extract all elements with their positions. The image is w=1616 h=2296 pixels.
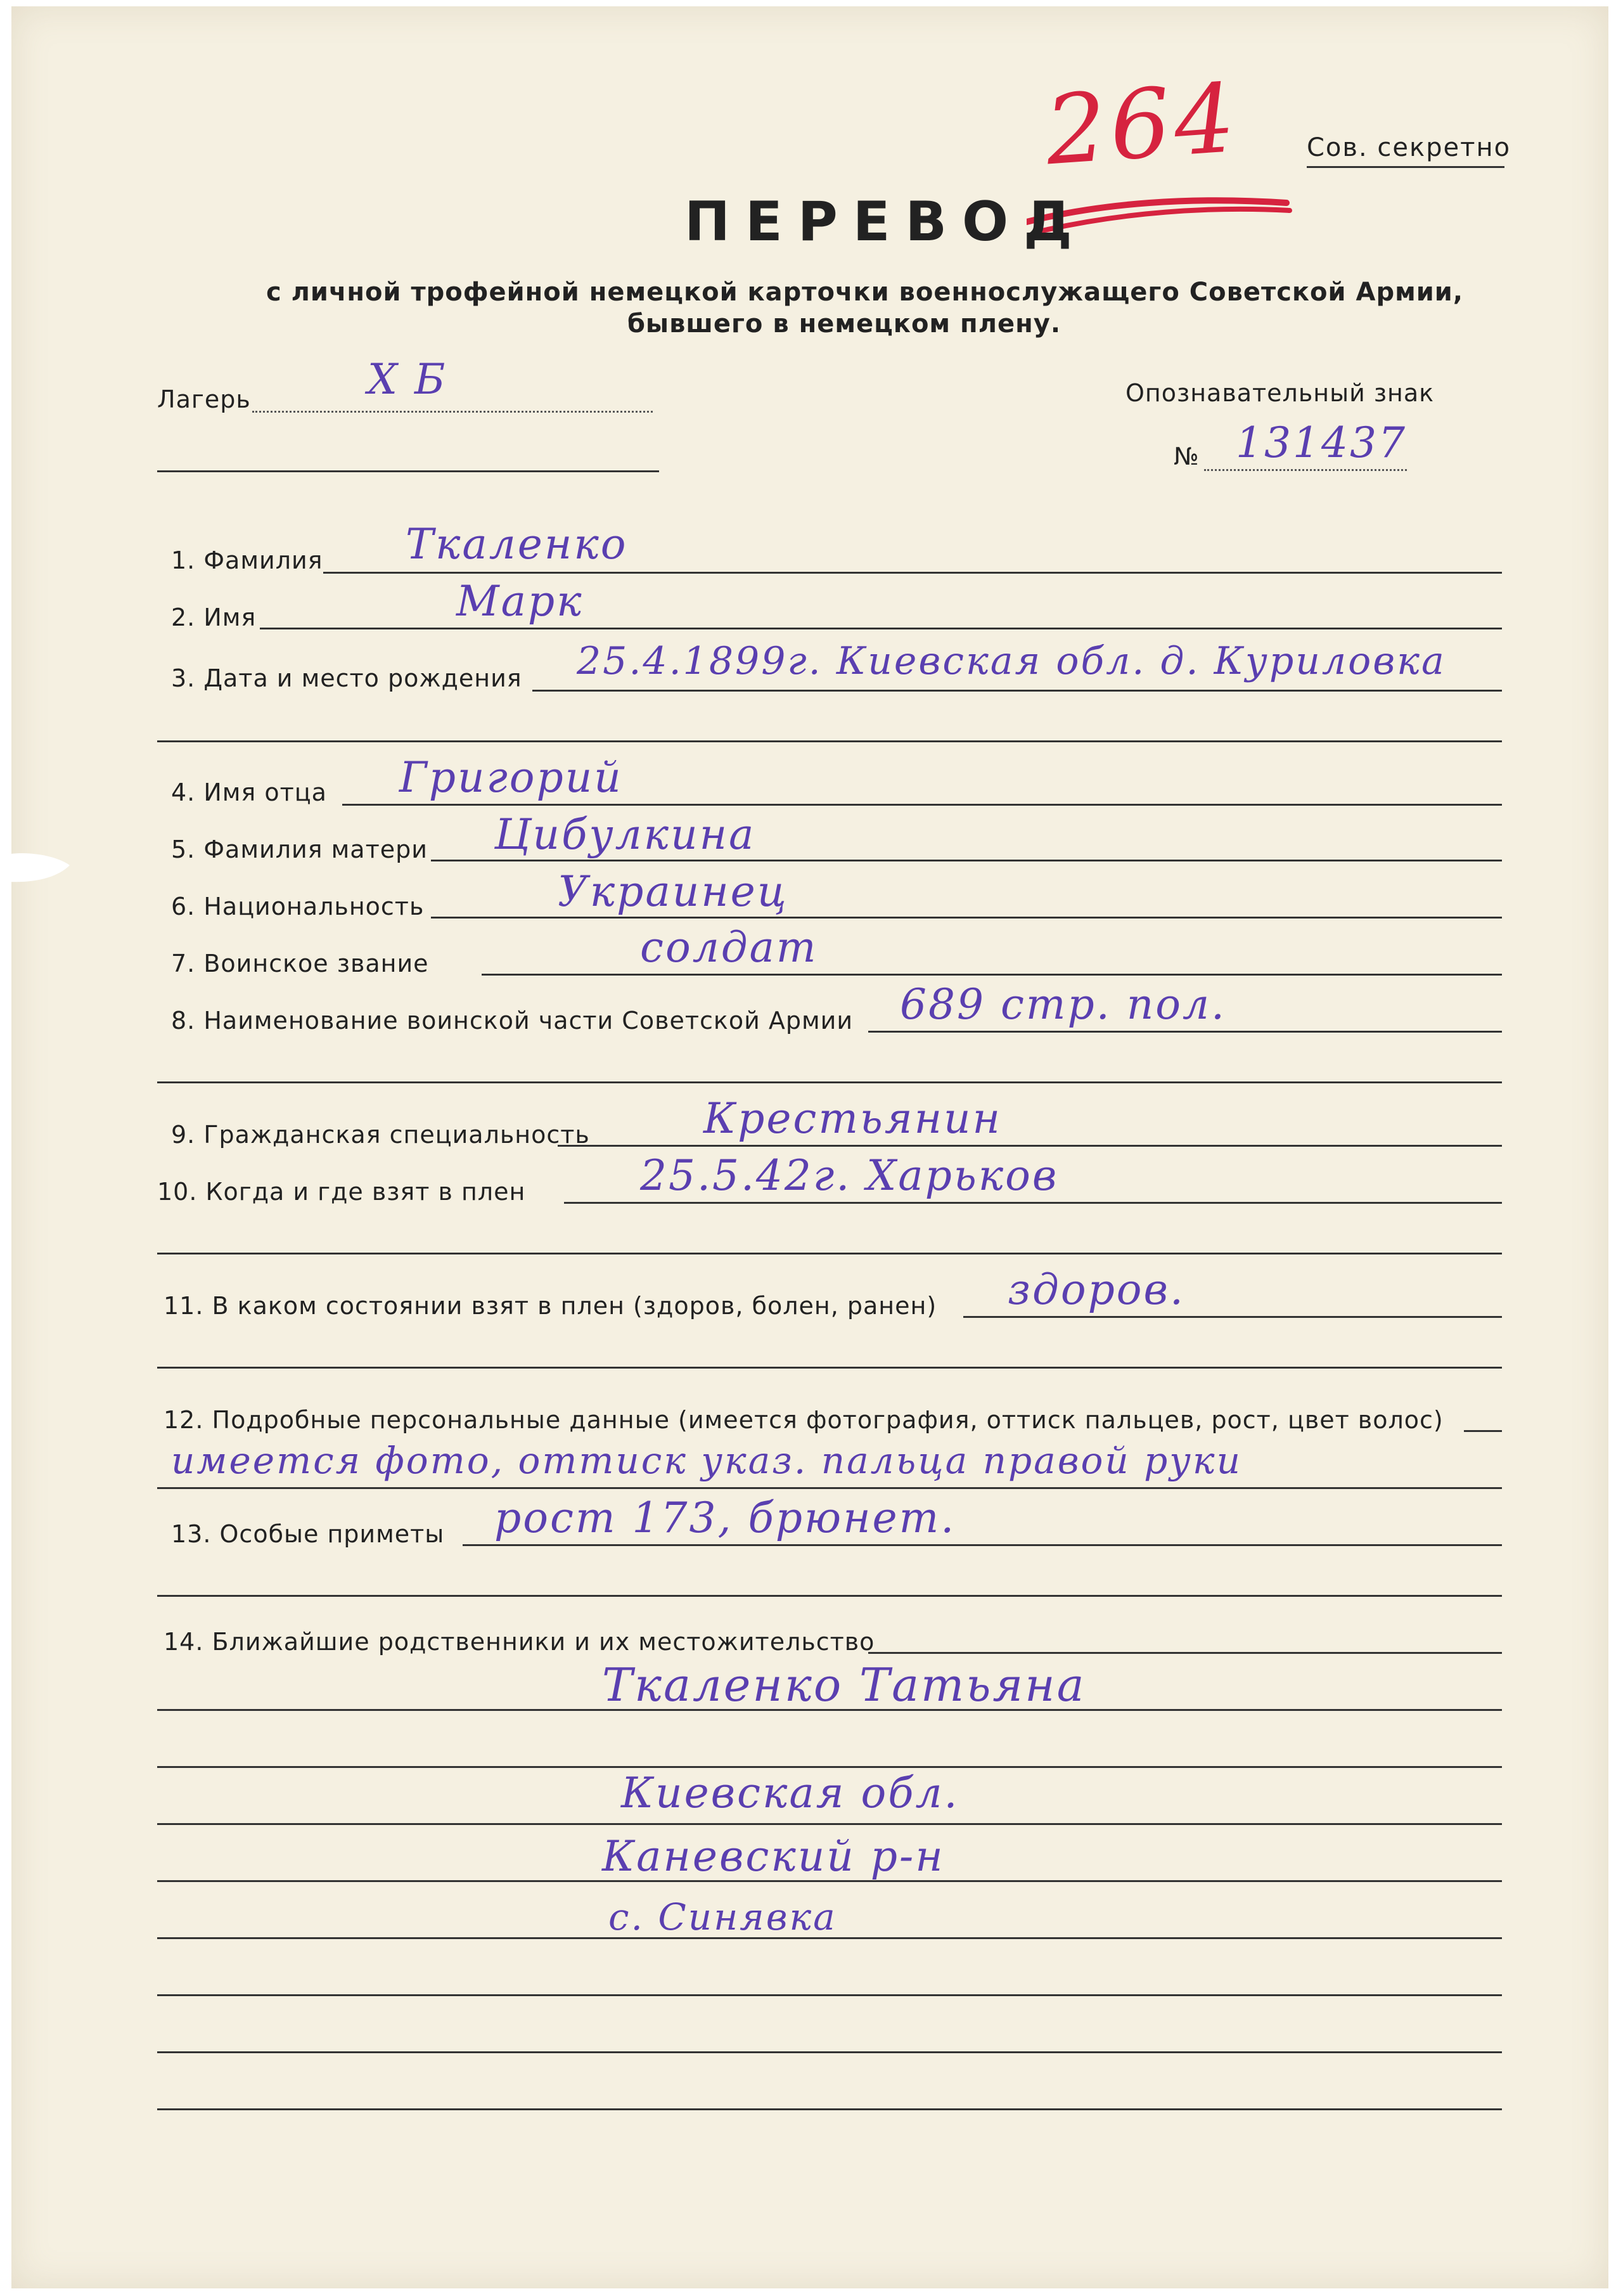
- relatives-line-2: [157, 1766, 1502, 1768]
- camp-value: X Б: [368, 355, 447, 404]
- field-label-nationality: 6. Национальность: [171, 893, 425, 920]
- field-line-mother: [431, 860, 1502, 861]
- field-label-mother: 5. Фамилия матери: [171, 835, 428, 863]
- field-line-unit: [868, 1031, 1502, 1033]
- field-label-captured: 10. Когда и где взят в плен: [157, 1178, 526, 1206]
- field-label-surname: 1. Фамилия: [171, 546, 323, 574]
- field-label-unit: 8. Наименование воинской части Советской Армии: [171, 1007, 854, 1035]
- field-line-special-marks-2: [157, 1595, 1502, 1597]
- id-label: Опознавательный знак: [1125, 379, 1435, 407]
- paper-tear: [0, 849, 76, 887]
- field-line-birth: [532, 690, 1502, 692]
- field-value-civil-profession: Крестьянин: [703, 1094, 1003, 1143]
- field-line-civil-profession: [558, 1145, 1502, 1147]
- field-line-relatives: [868, 1652, 1502, 1654]
- field-value-nationality: Украинец: [558, 867, 788, 916]
- relatives-name: Ткаленко Татьяна: [602, 1658, 1086, 1712]
- secrecy-underline: [1307, 166, 1504, 168]
- field-label-birth: 3. Дата и место рождения: [171, 664, 522, 692]
- secrecy-label: Сов. секретно: [1307, 133, 1511, 162]
- field-label-civil-profession: 9. Гражданская специальность: [171, 1121, 590, 1149]
- field-line-captured: [564, 1202, 1502, 1204]
- camp-extra-line: [157, 470, 659, 472]
- red-registration-number: 264: [1042, 63, 1243, 187]
- field-value-father: Григорий: [399, 753, 623, 802]
- field-line-surname: [323, 572, 1502, 574]
- relatives-line-7: [157, 2051, 1502, 2053]
- document-subtitle-line2: бывшего в немецком плену.: [627, 309, 1061, 339]
- camp-label: Лагерь: [157, 385, 251, 413]
- field-label-rank: 7. Воинское звание: [171, 950, 429, 977]
- field-line-condition-2: [157, 1367, 1502, 1369]
- field-value-condition: здоров.: [1008, 1265, 1185, 1314]
- relatives-line-8: [157, 2108, 1502, 2110]
- camp-line: [252, 411, 653, 413]
- field-line-nationality: [431, 917, 1502, 919]
- field-label-special-marks: 13. Особые приметы: [171, 1520, 445, 1548]
- field-label-condition: 11. В каком состоянии взят в плен (здоров, болен, ранен): [164, 1292, 937, 1320]
- field-value-special-marks: рост 173, брюнет.: [494, 1493, 956, 1542]
- field-value-mother: Цибулкина: [494, 810, 756, 859]
- relatives-village: с. Синявка: [608, 1895, 837, 1938]
- id-number-sign: №: [1174, 442, 1200, 470]
- field-line-personal-data-2: [157, 1487, 1502, 1489]
- id-line: [1204, 469, 1407, 471]
- relatives-line-6: [157, 1994, 1502, 1996]
- field-line-captured-2: [157, 1253, 1502, 1254]
- field-line-rank: [482, 974, 1502, 976]
- id-value: 131437: [1236, 418, 1407, 467]
- field-line-personal-data: [1464, 1430, 1502, 1432]
- field-line-name: [260, 628, 1502, 629]
- field-value-captured: 25.5.42г. Харьков: [640, 1151, 1059, 1200]
- field-value-personal-data: имеется фото, оттиск указ. пальца правой руки: [171, 1439, 1242, 1482]
- field-label-personal-data: 12. Подробные персональные данные (имеется фотография, оттиск пальцев, рост, цвет волос): [164, 1406, 1444, 1434]
- field-label-relatives: 14. Ближайшие родственники и их местожительство: [164, 1628, 875, 1656]
- relatives-region: Киевская обл.: [621, 1769, 959, 1817]
- field-value-unit: 689 стр. пол.: [900, 980, 1226, 1029]
- relatives-district: Каневский р-н: [602, 1832, 945, 1881]
- field-value-name: Марк: [456, 577, 584, 626]
- field-line-unit-2: [157, 1081, 1502, 1083]
- field-label-father: 4. Имя отца: [171, 778, 327, 806]
- field-line-father: [342, 804, 1502, 806]
- field-line-birth-2: [157, 740, 1502, 742]
- relatives-line-3: [157, 1823, 1502, 1825]
- field-line-condition: [963, 1316, 1502, 1318]
- document-subtitle-line1: с личной трофейной немецкой карточки военнослужащего Советской Армии,: [266, 278, 1464, 307]
- field-label-name: 2. Имя: [171, 603, 257, 631]
- field-value-surname: Ткаленко: [406, 520, 628, 569]
- document-title: ПЕРЕВОД: [684, 190, 1087, 254]
- field-value-rank: солдат: [640, 923, 818, 972]
- field-line-special-marks: [463, 1544, 1502, 1546]
- field-value-birth: 25.4.1899г. Киевская обл. д. Куриловка: [577, 639, 1446, 683]
